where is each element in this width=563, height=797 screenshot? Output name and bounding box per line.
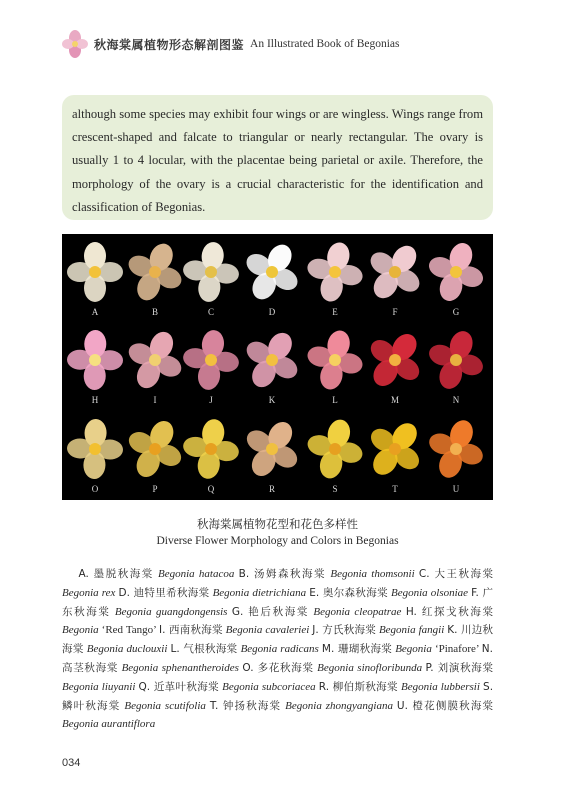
legend-entry-zh: H. 红探戈秋海棠 (405, 605, 494, 618)
figure-legend (62, 565, 493, 734)
legend-entry-species: Begonia sinofloribunda (317, 661, 423, 674)
legend-entry-species: Begonia lubbersii (401, 680, 480, 693)
figure-caption-zh: 秋海棠属植物花型和花色多样性 (197, 517, 358, 531)
flower-label-s: S (332, 484, 338, 494)
legend-entry-zh: F. 广东秋海棠 (62, 586, 494, 618)
flower-image-q (183, 419, 239, 479)
legend-entry-species: Begonia scutifolia (124, 699, 206, 712)
flower-label-q: Q (207, 484, 215, 494)
flower-label-i: I (153, 395, 157, 405)
legend-entry-zh: D. 迪特里希秋海棠 (118, 586, 210, 599)
flower-image-m (367, 330, 423, 390)
legend-entry-species: Begonia olsoniae (391, 586, 469, 599)
legend-entry-zh: E. 奥尔森秋海棠 (309, 586, 388, 599)
flower-image-r (244, 419, 300, 479)
flower-image-u (428, 419, 484, 479)
flower-label-t: T (392, 484, 398, 494)
legend-entry-zh: U. 橙花侧膜秋海棠 (396, 699, 494, 712)
legend-entry-zh: P. 刘演秋海棠 (425, 661, 494, 674)
running-header (62, 28, 400, 60)
flower-label-l: L (332, 395, 338, 405)
flower-label-c: C (207, 307, 214, 317)
flower-label-d: D (268, 307, 276, 317)
legend-entry-cultivar: ‘Red Tango’ (98, 624, 157, 637)
legend-entry-species: Begonia subcoriacea (222, 680, 316, 693)
flower-image-o (67, 419, 123, 479)
legend-entry-zh: G. 艳后秋海棠 (231, 605, 309, 618)
legend-entry-zh: L. 气根秋海棠 (170, 643, 238, 656)
flower-image-j (183, 330, 239, 390)
flower-image-e (307, 242, 363, 302)
body-paragraph: although some species may exhibit four wings or are wingless. Wings range from crescent-shaped and falcate to triangular or nearly rectangular. The ovary is usually 1 to 4 locular, with the placentae being parietal or axile. Therefore, the morphology of the ovary is a crucial characteristic for the identification and classification of Begonias. (72, 107, 483, 214)
flower-label-m: M (390, 395, 399, 405)
legend-entry-zh: J. 方氏秋海棠 (312, 624, 376, 637)
legend-entry-species: Begonia cavaleriei (225, 624, 310, 637)
flower-label-f: F (392, 307, 398, 317)
flower-image-t (367, 419, 423, 479)
flower-label-p: P (152, 484, 158, 494)
flower-image-s (307, 419, 363, 479)
flower-label-e: E (332, 307, 338, 317)
legend-entry-zh: C. 大王秋海棠 (418, 568, 493, 580)
legend-entry-species: Begonia (62, 624, 99, 637)
legend-entry-zh: A. 墨脱秋海棠 (78, 568, 154, 580)
flower-image-h (67, 330, 123, 390)
flower-label-k: K (268, 395, 276, 405)
legend-entry-species: Begonia hatacoa (158, 568, 235, 580)
legend-entry-species: Begonia duclouxii (86, 643, 168, 656)
legend-entry-zh: N. 高茎秋海棠 (62, 643, 493, 674)
flower-label-o: O (91, 484, 99, 494)
flower-image-n (428, 330, 484, 390)
flower-label-b: B (151, 307, 158, 317)
legend-entry-zh: I. 西南秋海棠 (159, 624, 223, 637)
flower-image-c (183, 242, 239, 302)
flower-image-g (428, 242, 484, 302)
page-number: 034 (62, 757, 81, 769)
flower-image-a (67, 242, 123, 302)
legend-entry-zh: O. 多花秋海棠 (242, 661, 314, 674)
legend-entry-species: Begonia thomsonii (330, 568, 415, 580)
legend-entry-zh: T. 钟扬秋海棠 (209, 699, 282, 712)
legend-entry-species: Begonia guangdongensis (114, 605, 228, 618)
flower-label-j: J (209, 395, 213, 405)
flower-image-k (244, 330, 300, 390)
flower-image-b (127, 242, 183, 302)
legend-entry-species: Begonia rex (62, 586, 116, 599)
flower-image-p (127, 419, 183, 479)
flower-label-a: A (91, 307, 99, 317)
flower-label-n: N (452, 395, 460, 405)
flower-label-r: R (268, 484, 275, 494)
legend-entry-zh: R. 柳伯斯秋海棠 (318, 680, 398, 693)
flower-label-h: H (91, 395, 99, 405)
begonia-flower-logo-icon (62, 29, 88, 59)
legend-entry-cultivar: ‘Pinafore’ (431, 643, 479, 656)
flower-image-d (244, 242, 300, 302)
legend-entry-species: Begonia radicans (240, 643, 319, 656)
header-title-zh: 秋海棠属植物形态解剖图鉴 (94, 37, 245, 52)
flower-image-i (127, 330, 183, 390)
body-text-box (62, 95, 493, 220)
legend-entry-zh: K. 川边秋海棠 (62, 624, 494, 656)
legend-entry-species: Begonia zhongyangiana (285, 699, 393, 712)
legend-entry-zh: M. 珊瑚秋海棠 (321, 643, 393, 656)
legend-entry-zh: B. 汤姆森秋海棠 (238, 568, 327, 580)
legend-entry-zh: Q. 近革叶秋海棠 (138, 680, 219, 693)
figure-caption-en: Diverse Flower Morphology and Colors in Begonias (156, 535, 399, 547)
legend-entry-species: Begonia fangii (378, 624, 445, 637)
legend-entry-species: Begonia aurantiflora (62, 718, 156, 731)
flower-photo-grid (62, 234, 493, 500)
legend-entry-species: Begonia dietrichiana (212, 586, 307, 599)
flower-image-f (367, 242, 423, 302)
flower-label-u: U (452, 484, 460, 494)
legend-entry-species: Begonia cleopatrae (313, 605, 402, 618)
legend-entry-zh: S. 鳞叶秋海棠 (62, 680, 494, 712)
legend-entry-species: Begonia (395, 643, 432, 656)
flower-image-l (307, 330, 363, 390)
header-title-en: An Illustrated Book of Begonias (250, 38, 400, 50)
legend-entry-species: Begonia liuyanii (62, 680, 136, 693)
legend-entry-species: Begonia sphenantheroides (121, 661, 239, 674)
flower-label-g: G (452, 307, 460, 317)
